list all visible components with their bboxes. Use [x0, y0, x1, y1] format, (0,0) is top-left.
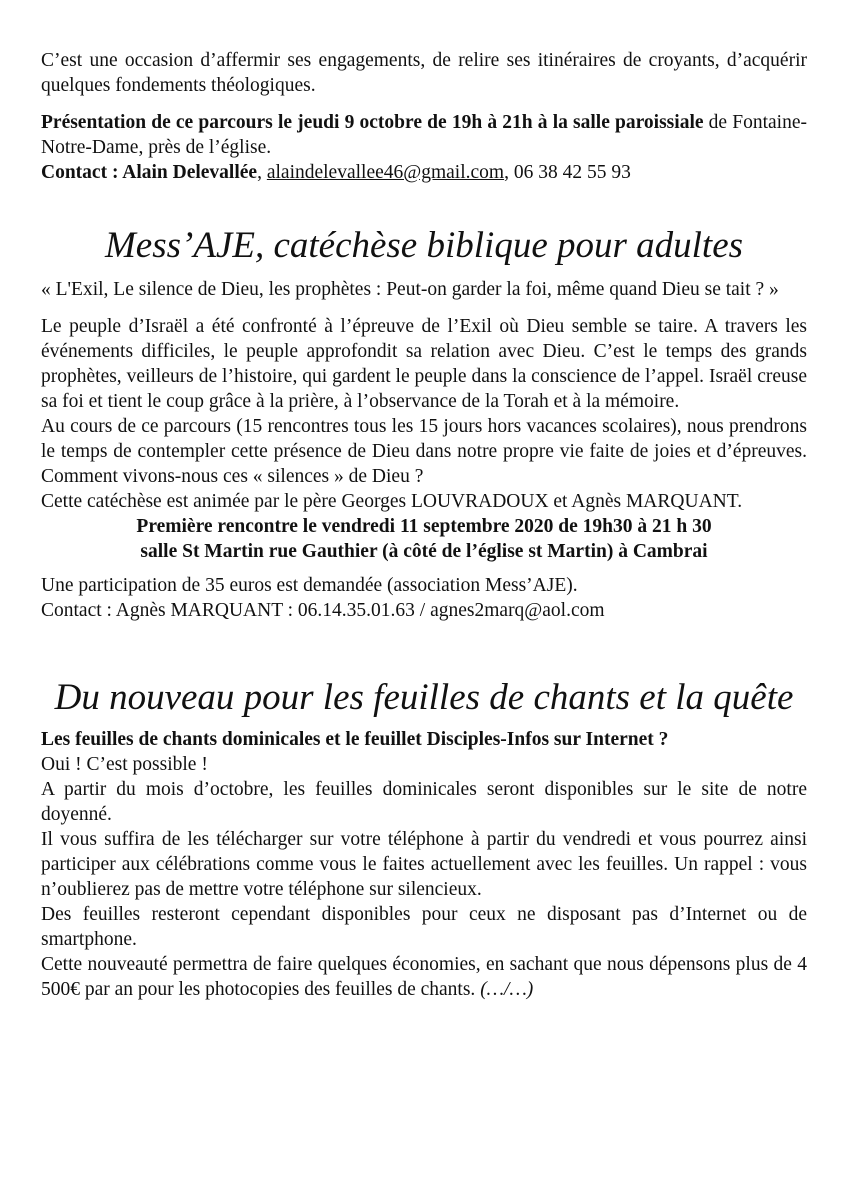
messaje-contact: Contact : Agnès MARQUANT : 06.14.35.01.63 / agnes2marq@aol.com [41, 600, 605, 621]
messaje-body-3: Cette catéchèse est animée par le père Georges LOUVRADOUX et Agnès MARQUANT. [41, 491, 743, 512]
intro-paragraph: C’est une occasion d’affermir ses engagements, de relire ses itinéraires de croyants, d’acquérir quelques fondements théologiques. [41, 50, 807, 96]
messaje-body-1: Le peuple d’Israël a été confronté à l’épreuve de l’Exil où Dieu semble se taire. A travers les événements difficiles, le peuple approfondit sa relation avec Dieu. C’est le temps des grands prophètes, veilleurs de l’histoire, qui gardent le peuple dans la conscience de l’appel. Israël creuse sa foi et tient le coup grâce à la prière, à l’observance de la Torah et à la mémoire. [41, 316, 807, 412]
contact-line [41, 160, 807, 185]
messaje-fee: Une participation de 35 euros est demandée (association Mess’AJE). [41, 575, 578, 596]
chants-body-3: Des feuilles resteront cependant disponibles pour ceux ne disposant pas d’Internet ou de smartphone. [41, 904, 807, 950]
presentation-bold: Présentation de ce parcours le jeudi 9 octobre de 19h à 21h à la salle paroissiale [41, 112, 704, 133]
document-page [41, 48, 807, 1002]
presentation-rest: de Fontaine-Notre-Dame, près de l’église. [41, 112, 807, 158]
chants-body-2: Il vous suffira de les télécharger sur votre téléphone à partir du vendredi et vous pourrez ainsi participer aux célébrations comme vous le faites actuellement avec les feuilles. Un rappel : vous n’oublierez pas de mettre votre téléphone sur silencieux. [41, 829, 807, 900]
chants-heading: Du nouveau pour les feuilles de chants et la quête [54, 677, 794, 718]
contact-separator: , [257, 162, 267, 183]
contact-name: Contact : Alain Delevallée [41, 162, 258, 183]
continued-marker: (…/…) [480, 979, 534, 1000]
first-meeting-line-1: Première rencontre le vendredi 11 septembre 2020 de 19h30 à 21 h 30 [136, 516, 712, 537]
chants-body-4 [41, 952, 807, 1002]
first-meeting-line-2: salle St Martin rue Gauthier (à côté de l’église st Martin) à Cambrai [140, 541, 708, 562]
chants-lead [41, 727, 807, 752]
contact-phone: , 06 38 42 55 93 [504, 162, 631, 183]
messaje-quote: « L'Exil, Le silence de Dieu, les prophètes : Peut-on garder la foi, même quand Dieu se tait ? » [41, 279, 779, 300]
chants-body-4-text: Cette nouveauté permettra de faire quelques économies, en sachant que nous dépensons plus de 4 500€ par an pour les photocopies des feuilles de chants. [41, 954, 807, 1000]
presentation-paragraph [41, 110, 807, 160]
chants-lead-bold: Les feuilles de chants dominicales et le feuillet Disciples-Infos sur Internet ? [41, 729, 669, 750]
chants-answer: Oui ! C’est possible ! [41, 754, 208, 775]
chants-body-1: A partir du mois d’octobre, les feuilles dominicales seront disponibles sur le site de notre doyenné. [41, 779, 807, 825]
messaje-heading: Mess’AJE, catéchèse biblique pour adultes [104, 225, 744, 266]
contact-email-link[interactable]: alaindelevallee46@gmail.com [266, 162, 505, 183]
messaje-body-2: Au cours de ce parcours (15 rencontres tous les 15 jours hors vacances scolaires), nous prendrons le temps de contempler cette présence de Dieu dans notre propre vie faite de joies et d’épreuves. Comment vivons-nous ces « silences » de Dieu ? [41, 416, 807, 487]
